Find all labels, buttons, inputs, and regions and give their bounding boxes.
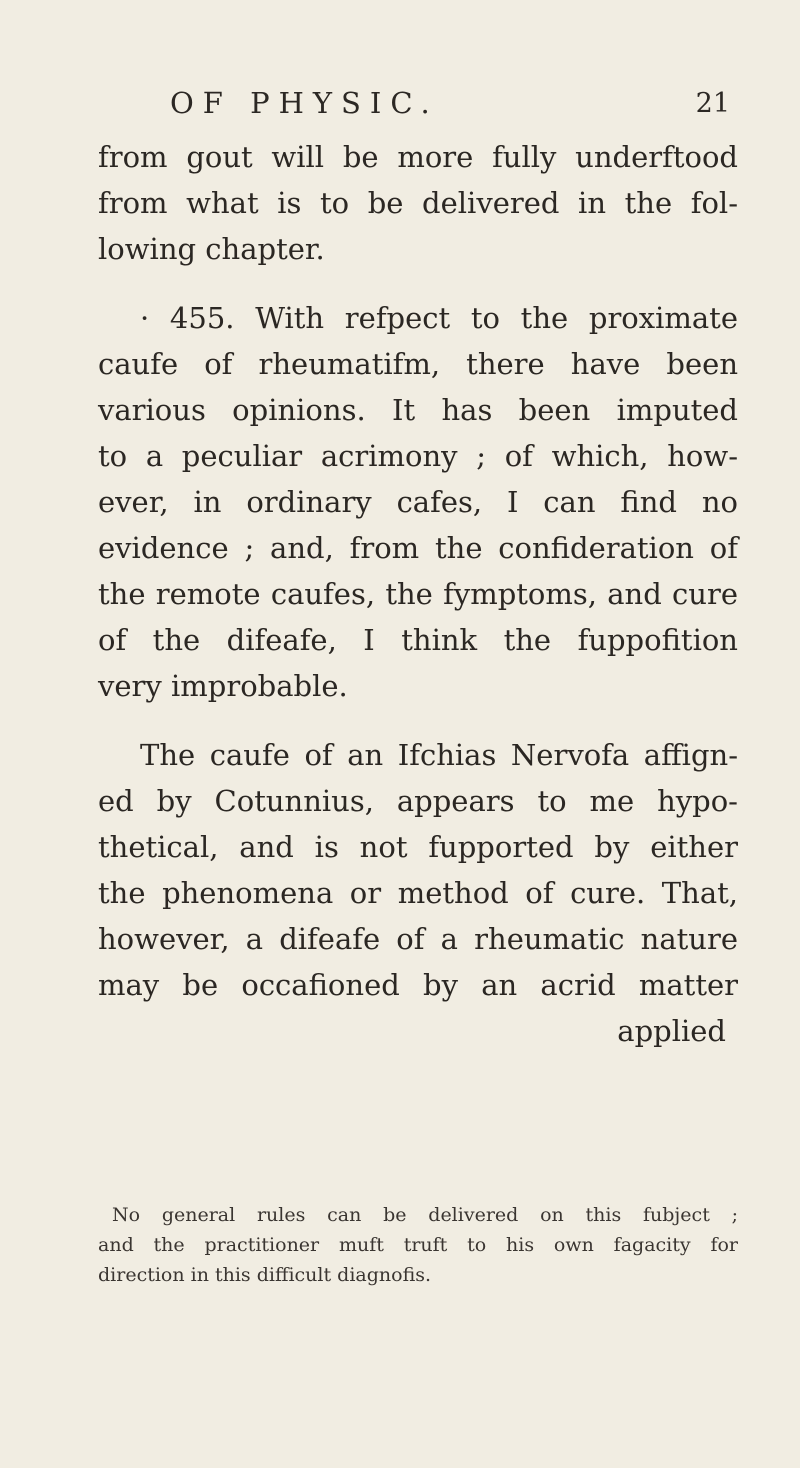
text-line: very improbable. xyxy=(98,669,348,703)
text-line: various opinions. It has been imputed xyxy=(98,393,738,427)
text-line: caufe of rheumatifm, there have been xyxy=(98,347,738,381)
text-line: may be occafioned by an acrid matter xyxy=(98,968,738,1002)
text-line: from gout will be more fully underftood xyxy=(98,140,738,174)
footnote xyxy=(98,1200,738,1290)
paragraph-1 xyxy=(98,134,738,272)
paragraph-3 xyxy=(98,732,738,1008)
text-line: to a peculiar acrimony ; of which, how- xyxy=(98,439,738,473)
text-line: of the difeafe, I think the fuppofition xyxy=(98,623,738,657)
text-line: the remote caufes, the fymptoms, and cure xyxy=(98,577,738,611)
footnote-line: direction in this difficult diagnofis. xyxy=(98,1264,432,1286)
paragraph-455 xyxy=(98,295,738,709)
running-head: OF PHYSIC. xyxy=(170,86,439,120)
page-header xyxy=(170,86,730,126)
text-line: · 455. With refpect to the proximate xyxy=(140,301,738,335)
text-line: the phenomena or method of cure. That, xyxy=(98,876,738,910)
catchword: applied xyxy=(617,1014,726,1048)
page-number: 21 xyxy=(695,88,730,119)
text-line: ed by Cotunnius, appears to me hypo- xyxy=(98,784,738,818)
text-line: from what is to be delivered in the fol- xyxy=(98,186,738,220)
text-line: thetical, and is not fupported by either xyxy=(98,830,738,864)
footnote-line: and the practitioner muft truft to his own fagacity for xyxy=(98,1234,738,1256)
text-line: evidence ; and, from the confideration of xyxy=(98,531,738,565)
text-line: lowing chapter. xyxy=(98,232,325,266)
body-text xyxy=(98,134,738,1054)
text-line: ever, in ordinary cafes, I can find no xyxy=(98,485,738,519)
text-line: The caufe of an Ifchias Nervofa affign- xyxy=(140,738,738,772)
text-line: however, a difeafe of a rheumatic nature xyxy=(98,922,738,956)
footnote-line: No general rules can be delivered on this fubject ; xyxy=(112,1204,738,1226)
